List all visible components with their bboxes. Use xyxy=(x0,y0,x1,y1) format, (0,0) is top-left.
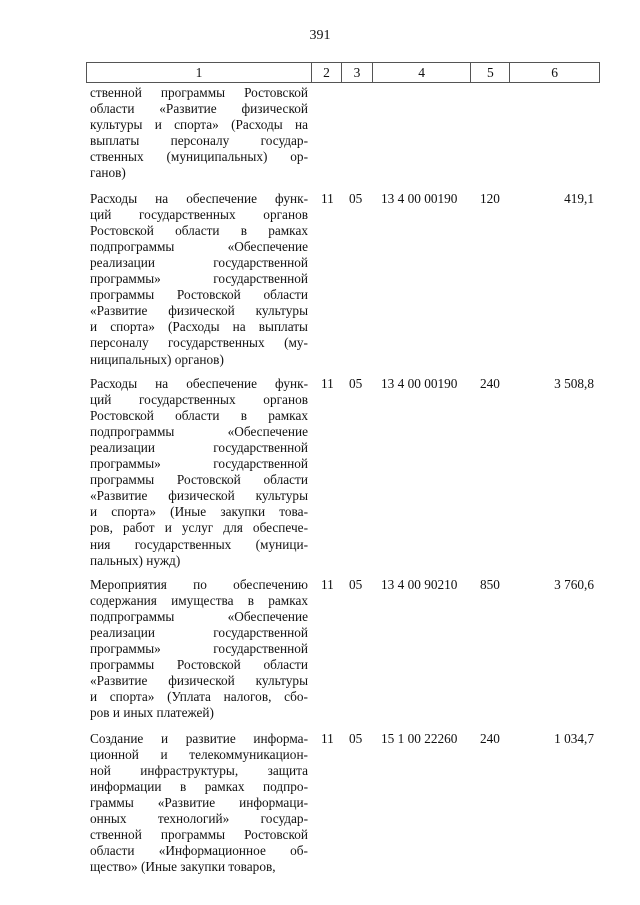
header-col-1: 1 xyxy=(87,63,312,82)
description-line: области «Развитие физической xyxy=(90,101,308,117)
amount: 3 760,6 xyxy=(554,576,594,592)
subsection-code: 05 xyxy=(349,375,363,391)
description-line: граммы «Развитие информаци- xyxy=(90,794,308,810)
description-line: «Развитие физической культуры xyxy=(90,673,308,689)
description-line: Создание и развитие информа- xyxy=(90,730,308,746)
expense-type-code: 240 xyxy=(480,375,500,391)
description-line: Ростовской области в рамках xyxy=(90,407,308,423)
section-code xyxy=(312,85,342,182)
description-line: Расходы на обеспечение функ- xyxy=(90,375,308,391)
description-line: подпрограммы «Обеспечение xyxy=(90,423,308,439)
expense-type-code: 850 xyxy=(480,576,500,592)
description-line: реализации государственной xyxy=(90,254,308,270)
table-header-row xyxy=(86,62,600,83)
description-line: ганов) xyxy=(90,165,126,181)
row-description xyxy=(86,191,312,368)
target-article-code xyxy=(373,85,472,182)
description-line: «Развитие физической культуры xyxy=(90,488,308,504)
description-line: ций государственных органов xyxy=(90,391,308,407)
subsection-code xyxy=(342,85,373,182)
description-line: ций государственных органов xyxy=(90,206,308,222)
subsection-code: 05 xyxy=(349,730,363,746)
expense-type-code xyxy=(472,85,511,182)
target-article-code: 15 1 00 22260 xyxy=(381,730,458,746)
row-description xyxy=(86,85,312,182)
budget-table xyxy=(86,62,600,875)
header-col-6: 6 xyxy=(551,65,559,80)
header-col-4: 4 xyxy=(373,63,472,82)
amount: 1 034,7 xyxy=(554,730,594,746)
target-article-code: 13 4 00 00190 xyxy=(381,190,458,206)
table-body xyxy=(86,85,600,875)
description-line: пальных) нужд) xyxy=(90,552,181,568)
description-line: реализации государственной xyxy=(90,439,308,455)
description-line: содержания имущества в рамках xyxy=(90,592,308,608)
description-line: реализации государственной xyxy=(90,625,308,640)
row-description xyxy=(86,376,312,569)
section-code: 11 xyxy=(321,576,334,592)
description-line: онных технологий» государ- xyxy=(90,811,308,827)
header-col-2: 2 xyxy=(312,63,342,82)
description-line: подпрограммы «Обеспечение xyxy=(90,608,308,624)
description-line: культуры и спорта» (Расходы на xyxy=(90,117,308,133)
description-line: программы» государственной xyxy=(90,641,308,657)
description-line: выплаты персоналу государ- xyxy=(90,133,308,149)
amount: 3 508,8 xyxy=(554,375,594,391)
description-line: и спорта» (Иные закупки това- xyxy=(90,504,308,520)
description-line: щество» (Иные закупки товаров, xyxy=(90,859,276,875)
expense-type-code: 240 xyxy=(480,730,500,746)
table-row xyxy=(86,376,600,569)
description-line: программы» государственной xyxy=(90,271,308,287)
description-line: ров и иных платежей) xyxy=(90,705,214,721)
page-number: 391 xyxy=(309,28,331,43)
description-line: программы Ростовской области xyxy=(90,287,308,303)
header-col-5: 5 xyxy=(471,63,510,82)
description-line: и спорта» (Уплата налогов, сбо- xyxy=(90,689,308,705)
expense-type-code: 120 xyxy=(480,190,500,206)
section-code: 11 xyxy=(321,190,334,206)
description-line: ственной программы Ростовской xyxy=(90,827,308,843)
target-article-code: 13 4 00 90210 xyxy=(381,576,458,592)
row-description xyxy=(86,577,312,722)
target-article-code: 13 4 00 00190 xyxy=(381,375,458,391)
subsection-code: 05 xyxy=(349,576,363,592)
description-line: программы Ростовской области xyxy=(90,472,308,488)
description-line: Расходы на обеспечение функ- xyxy=(90,190,308,206)
description-line: Мероприятия по обеспечению xyxy=(90,576,308,592)
description-line: Ростовской области в рамках xyxy=(90,222,308,238)
amount: 419,1 xyxy=(564,190,594,206)
description-line: ной инфраструктуры, защита xyxy=(90,762,308,778)
description-line: ров, работ и услуг для обеспече- xyxy=(90,520,308,536)
description-line: ственной программы Ростовской xyxy=(90,85,308,100)
table-row xyxy=(86,731,600,876)
amount xyxy=(511,85,600,182)
row-description xyxy=(86,731,312,876)
subsection-code: 05 xyxy=(349,190,363,206)
description-line: ния государственных (муници- xyxy=(90,536,308,552)
description-line: программы» государственной xyxy=(90,456,308,472)
description-line: ционной и телекоммуникацион- xyxy=(90,746,308,762)
description-line: «Развитие физической культуры xyxy=(90,303,308,319)
description-line: ственных (муниципальных) ор- xyxy=(90,149,308,165)
description-line: ниципальных) органов) xyxy=(90,351,224,367)
header-col-3: 3 xyxy=(342,63,373,82)
description-line: программы Ростовской области xyxy=(90,657,308,673)
description-line: области «Информационное об- xyxy=(90,843,308,859)
table-row xyxy=(86,577,600,722)
table-row xyxy=(86,191,600,368)
section-code: 11 xyxy=(321,375,334,391)
table-row xyxy=(86,85,600,182)
description-line: персоналу государственных (му- xyxy=(90,335,308,351)
description-line: информации в рамках подпро- xyxy=(90,778,308,794)
section-code: 11 xyxy=(321,730,334,746)
description-line: и спорта» (Расходы на выплаты xyxy=(90,319,308,335)
description-line: подпрограммы «Обеспечение xyxy=(90,238,308,254)
